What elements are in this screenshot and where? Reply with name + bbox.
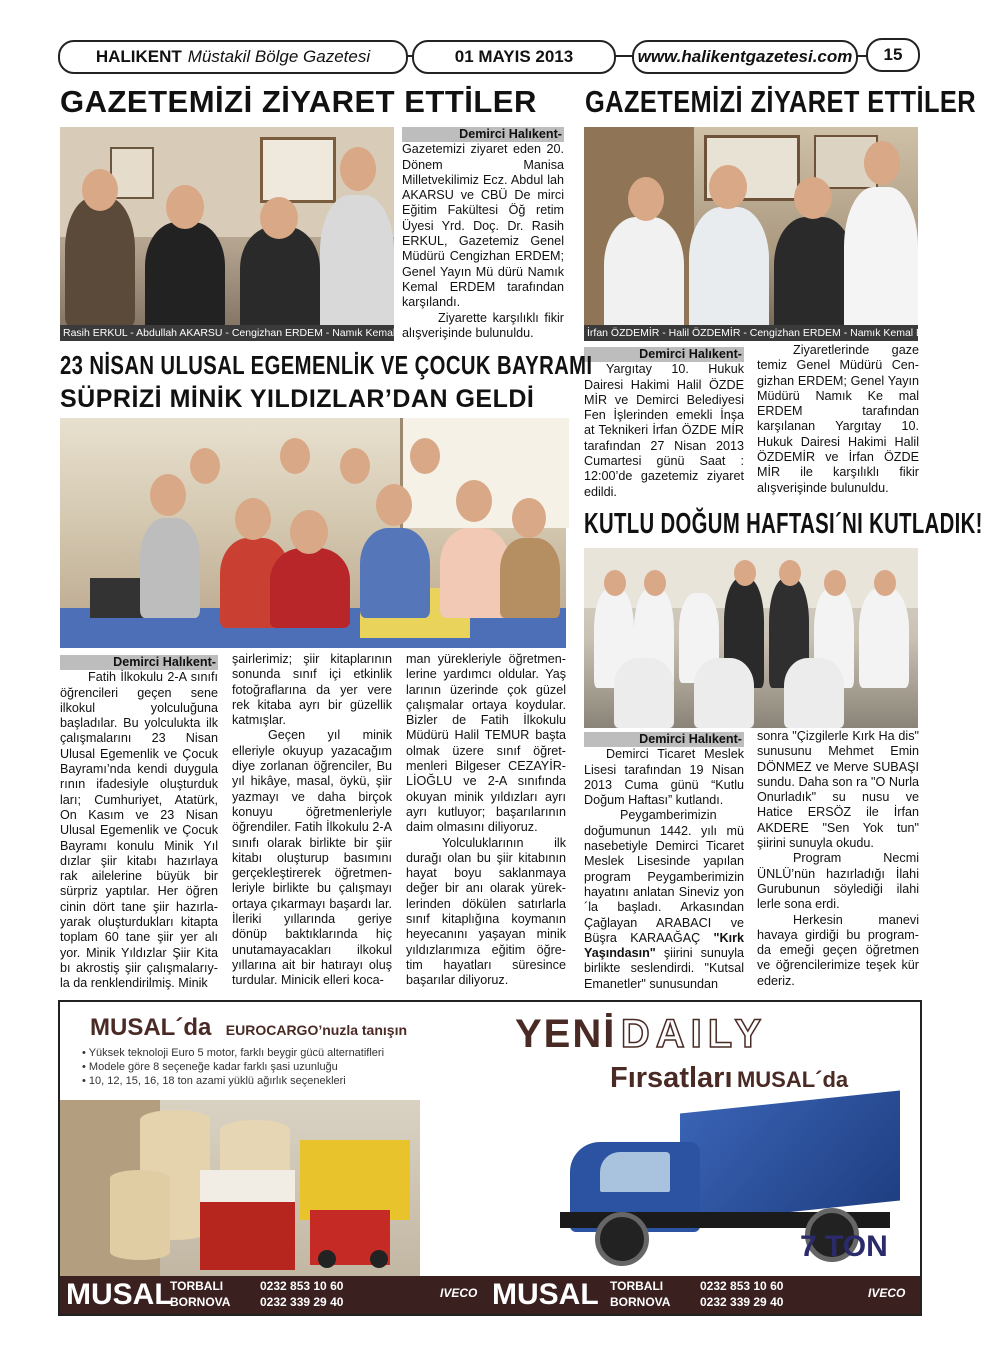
story3-text-col1	[60, 655, 218, 992]
ad-bullets	[82, 1046, 384, 1088]
story4-paragraph: Herkesin manevi havaya girdiği bu program-da emeği geçen öğretmen ve öğrencilerimize teşek kür ederiz.	[757, 912, 919, 988]
story4-poem-title: "Kırk Yaşındasın"	[584, 930, 744, 961]
ad-phone: 0232 853 10 60	[700, 1279, 784, 1293]
ad-phone: 0232 339 29 40	[260, 1295, 344, 1309]
story3-paragraph: şairlerimiz; şiir kitaplarının sonunda sınıf içi etkinlik fotoğraflarına da yer vere rek kitaba ayrı bir güzellik katmışlar.	[232, 652, 392, 728]
ad-yeni: YENİ	[515, 1012, 617, 1056]
ad-firsatlari: Fırsatları	[610, 1062, 733, 1094]
story4-text: şiirini sunuyla birlikte seslendirdi. "Kutsal Emanetler" sunusundan	[584, 946, 744, 991]
story3-paragraph: man yürekleriyle öğretmen-lerine yardımcı oldular. Yaş larının üzerinde çok güzel çalışmalar ortaya koydular. Bizler de Fatih İlkokulu Müdürü Halil TEMUR başta olmak üzere sınıf öğret-menleri Bilgeser CEZAYİR-LİOĞLU ve 2-A sınıfında okuyan minik yıldızları ayrı ayrı kutluyor; başarılarının daim olmasını diliyoruz.	[406, 652, 566, 835]
story4-paragraph: Demirci Ticaret Meslek Lisesi tarafından 19 Nisan 2013 Cuma günü “Kutlu Doğum Haftası” kutlandı.	[584, 747, 744, 808]
ad-footer-brand: MUSAL	[492, 1278, 599, 1311]
story3-paragraph: Fatih İlkokulu 2-A sınıfı öğrencileri geçen sene ilkokul yolculuğuna başladılar. Bu yolculukta ilk çalışmalarını 23 Nisan Ulusal Egemenlik ve Çocuk Bayramı’nda kendi duygula rının ifadesiyle oluşturduk ları; Cumhuriyet, Atatürk, On Kasım ve 23 Nisan Ulusal Egemenlik ve Çocuk Bayramı konulu Minik Yıl dızlar şiir kitabı hazırlaya rak ailelerine büyük bir sürpriz yaptılar. Her öğren cinin dört tane şiir hazırla-yarak oluşturdukları kitapta toplam 60 tane şiir yer alı yor. Minik Yıldızlar Şiir Kita bı akrostiş şiir çalışmalarıy-la da renklendirilmiş. Minik	[60, 670, 218, 991]
story3-paragraph: Yolculuklarının ilk durağı olan bu şiir kitabının hayat boyu saklanmaya değer bir anı olarak yürek-lerinden dökülen satırlarla sınıf kitaplığına koymanın heyecanını yaşayan minik yıldızlarımıza eğitim öğre-tim hayatları süresince başarılar diliyoruz.	[406, 835, 566, 988]
story1-paragraph: Gazetemizi ziyaret eden 20. Dönem Manisa Milletvekilimiz Ecz. Abdul lah AKARSU ve CBÜ De mirci Eğitim Fakültesi Öğ retim Üyesi Yrd. Doç. Dr. Rasih ERKUL, Gazetemiz Genel Müdürü Cengizhan ERDEM; Genel Yayın Mü dürü Namık Kemal ERDEM tarafından karşılandı.	[402, 142, 564, 310]
issue-date: 01 MAYIS 2013	[454, 47, 574, 66]
header-website-box[interactable]	[632, 40, 858, 74]
ad-iveco-logo: IVECO	[440, 1286, 478, 1300]
story3-dateline: Demirci Halıkent-	[60, 655, 218, 670]
ad-city: TORBALI	[610, 1279, 664, 1293]
ad-city: BORNOVA	[610, 1295, 671, 1309]
story4-photo	[584, 548, 918, 728]
ad-musalda: MUSAL´da	[736, 1067, 849, 1092]
page-number: 15	[883, 45, 903, 64]
ad-bullet: • 10, 12, 15, 16, 18 ton azami yüklü ağırlık seçenekleri	[82, 1075, 346, 1087]
story1-text	[402, 127, 564, 341]
ad-footer-phones	[260, 1278, 343, 1310]
story3-headline-line2: SÜPRİZİ MİNİK YILDIZLAR’DAN GELDİ	[60, 385, 535, 413]
musal-advertisement	[58, 1000, 922, 1316]
ad-iveco-logo: IVECO	[868, 1286, 906, 1300]
page-number-box	[866, 38, 920, 72]
ad-phone: 0232 853 10 60	[260, 1279, 344, 1293]
ad-right-subtitle	[610, 1062, 848, 1095]
story1-caption: Rasih ERKUL - Abdullah AKARSU - Cengizhan ERDEM - Namık Kemal ERDEM	[60, 325, 394, 341]
story4-paragraph	[584, 808, 744, 992]
story2-dateline: Demirci Halıkent-	[584, 347, 744, 362]
story2-photo	[584, 127, 954, 341]
story2-paragraph: Ziyaretlerinde gaze temiz Genel Müdürü Cen-gizhan ERDEM; Genel Yayın Müdürü Namık Ke mal ERDEM tarafından karşılanan Yargıtay 10. Hukuk Dairesi Hakimi Halil ÖZDEMİR ve İrfan ÖZDE MİR ile karşılıklı fikir alışverişinde bulunuldu.	[757, 343, 919, 495]
ad-footer	[60, 1276, 920, 1314]
ad-phone: 0232 339 29 40	[700, 1295, 784, 1309]
story4-paragraph: sonra "Çizgilerle Kırk Ha dis" sunusunu Mehmet Emin DÖNMEZ ve Merve SUBAŞI sundu. Daha son ra "O Nurla Onurladık" su nusu ve Hatice ERSÖZ ile İrfan AKDERE "Sen Yok tun" şiirini sunuyla okudu.	[757, 729, 919, 851]
story1-dateline: Demirci Halıkent-	[402, 127, 564, 142]
header-brand-box	[58, 40, 408, 74]
brand-name: HALIKENT	[95, 47, 182, 66]
story3-photo	[60, 418, 566, 648]
header-date-box	[412, 40, 616, 74]
ad-right-title	[515, 1012, 767, 1057]
story3-paragraph: Geçen yıl minik elleriyle okuyup yazacağım diye zorlanan öğrenciler, Bu yıl hikâye, masal, öykü, şiir yazmayı ve daha birçok konuyu öğretmenleriyle öğrendiler. Fatih İlkokulu 2-A sınıfı olarak birlikte bir şiir kitabı oluşturup basımını gerçekleştirerek öğretmen-leriyle birlikte bu çalışmayı ortaya çıkarmayı başardı lar. İleriki yıllarında geriye dönüp baktıklarında hiç unutamayacakları ilkokul yıllarına ait bir hatırayı oluş turdular. Minicik elleri koca-	[232, 728, 392, 988]
ad-city: TORBALI	[170, 1279, 224, 1293]
story2-text-col1	[584, 347, 744, 500]
story3-text-col2	[232, 652, 392, 989]
story1-photo	[60, 127, 437, 341]
ad-city: BORNOVA	[170, 1295, 231, 1309]
ad-footer-cities	[170, 1278, 230, 1310]
story3-text-col3	[406, 652, 566, 989]
story4-paragraph: Program Necmi ÜNLÜ’nün hazırladığı İlahi Gurubunun söylediği ilahi lerle sona erdi.	[757, 851, 919, 912]
ad-eurocargo-image	[60, 1100, 420, 1276]
story4-text: Peygamberimizin doğumunun 1442. yılı mü nasebetiyle Demirci Ticaret Meslek Lisesinde yapılan program Peygamberimizin hayatını anlatan Sineviz yon´la başladı. Arkasından Çağlayan ARABACI ve Büşra KARAAĞAÇ	[584, 808, 744, 945]
ad-bullet: • Modele göre 8 seçeneğe kadar farklı şasi uzunluğu	[82, 1061, 338, 1073]
website-link[interactable]: www.halikentgazetesi.com	[637, 47, 853, 66]
ad-eurocargo-title: EUROCARGO’nuzla tanışın	[225, 1022, 408, 1038]
story4-dateline: Demirci Halıkent-	[584, 732, 744, 747]
ad-brand-title: MUSAL´da	[90, 1014, 212, 1041]
story4-headline: KUTLU DOĞUM HAFTASI´NI KUTLADIK!	[584, 508, 983, 540]
story1-paragraph: Ziyarette karşılıklı fikir alışverişinde bulunuldu.	[402, 310, 564, 340]
ad-left-title	[90, 1014, 407, 1042]
story2-paragraph: Yargıtay 10. Hukuk Dairesi Hakimi Halil ÖZDE MİR ve Demirci Belediyesi Fen İşlerinden emekli İnşa at Teknikeri İrfan ÖZDE MİR tarafından 27 Nisan 2013 Cumartesi günü Saat : 12:00’de gazetemiz ziyaret edildi.	[584, 362, 744, 499]
ad-bullet: • Yüksek teknoloji Euro 5 motor, farklı beygir gücü alternatifleri	[82, 1047, 385, 1059]
story3-headline-line1: 23 NİSAN ULUSAL EGEMENLİK VE ÇOCUK BAYRAMI	[60, 350, 593, 380]
story1-headline: GAZETEMİZİ ZİYARET ETTİLER	[60, 84, 537, 119]
ad-footer-brand: MUSAL	[66, 1278, 173, 1311]
ad-daily: DAILY	[620, 1012, 768, 1056]
ad-footer-phones	[700, 1278, 783, 1310]
story4-text-col2	[757, 729, 919, 989]
story2-text-col2	[757, 343, 919, 496]
ad-footer-cities	[610, 1278, 670, 1310]
story2-headline: GAZETEMİZİ ZİYARET ETTİLER	[585, 84, 977, 119]
story4-text-col1	[584, 732, 744, 992]
ad-tonnage: 7 TON	[800, 1230, 888, 1263]
brand-subtitle: Müstakil Bölge Gazetesi	[187, 47, 371, 66]
story2-caption: İrfan ÖZDEMİR - Halil ÖZDEMİR - Cengizhan ERDEM - Namık Kemal ERDEM	[584, 325, 918, 341]
